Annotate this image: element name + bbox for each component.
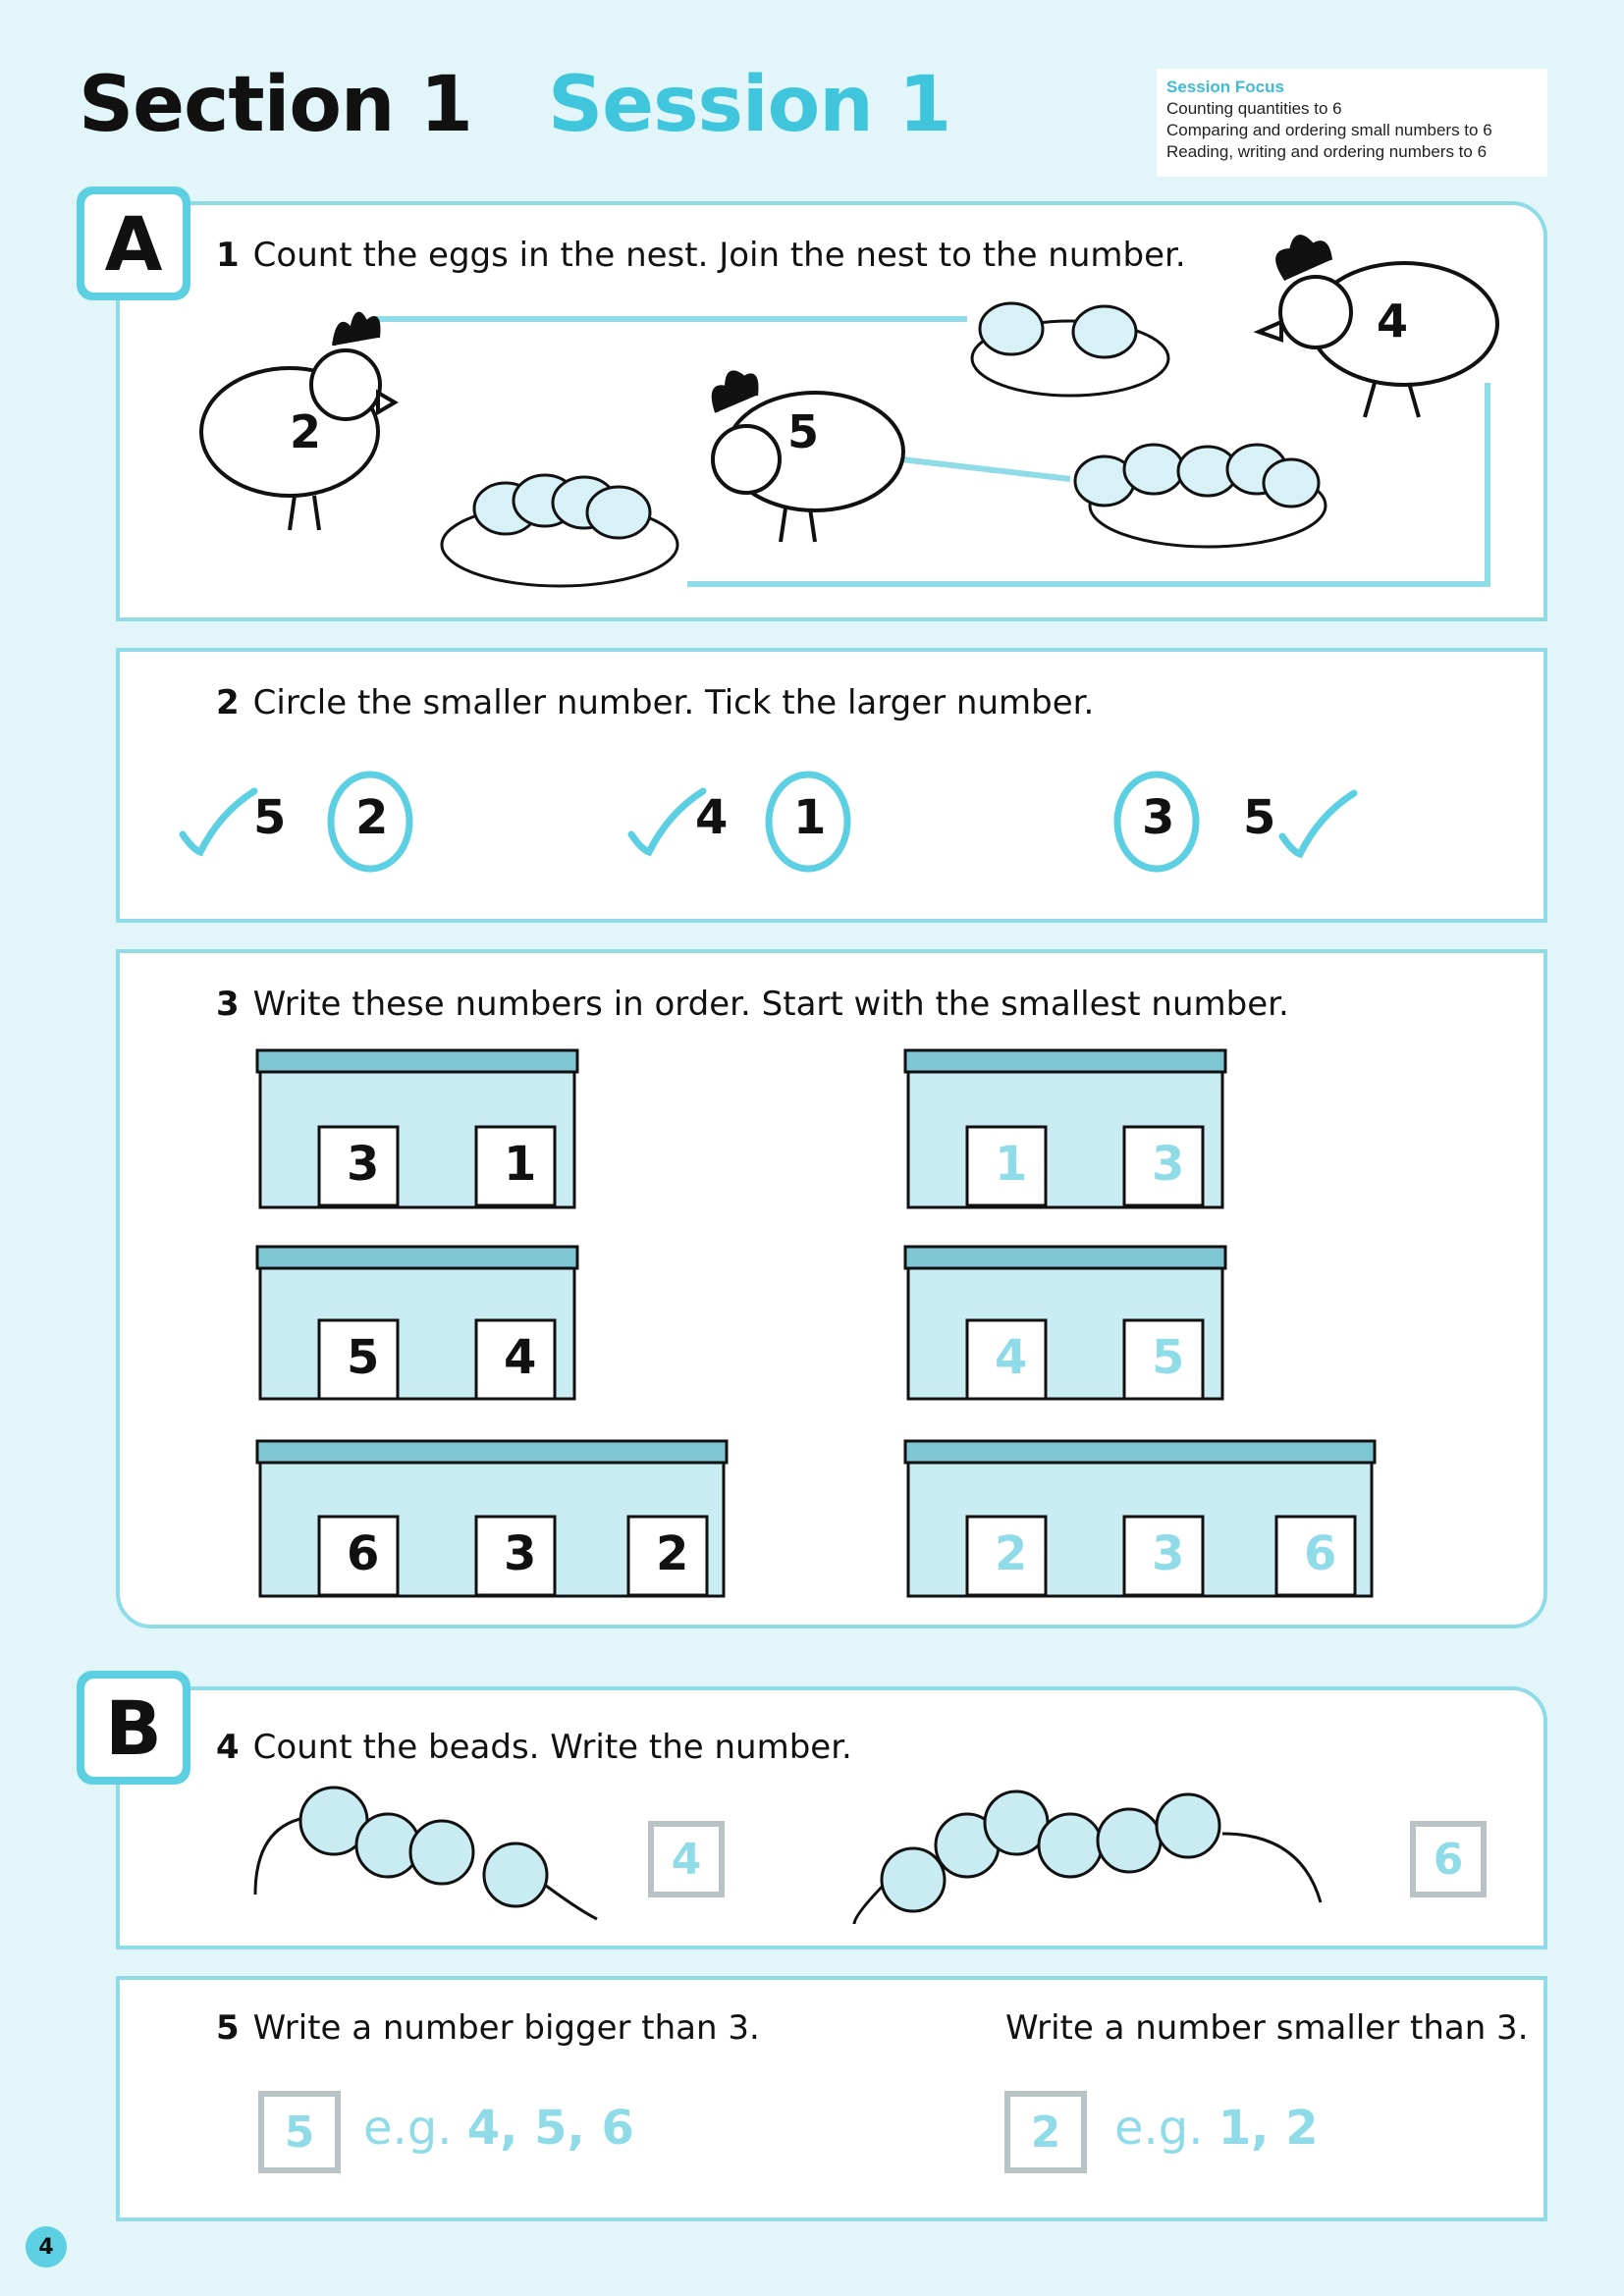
house-number: 3: [347, 1137, 380, 1192]
house-number: 5: [347, 1330, 380, 1385]
focus-item: Reading, writing and ordering numbers to 6: [1166, 142, 1488, 161]
number-1: 1: [793, 790, 827, 845]
hen-number: 2: [290, 405, 322, 458]
hen-number: 5: [787, 405, 820, 458]
part-b-badge: B: [77, 1671, 190, 1785]
house-number: 1: [504, 1137, 537, 1192]
house-number: 6: [347, 1526, 380, 1581]
number-5: 5: [1243, 790, 1276, 845]
number-4: 4: [695, 790, 729, 845]
smaller-example: e.g. 1, 2: [1114, 2101, 1319, 2156]
page-number: 4: [26, 2226, 67, 2268]
house-number: 2: [656, 1526, 689, 1581]
answer-number: 3: [1152, 1137, 1185, 1192]
smaller-answer-box[interactable]: 2: [1004, 2091, 1087, 2173]
bead-count-answer-box[interactable]: 4: [648, 1821, 725, 1897]
answer-number: 5: [1152, 1330, 1185, 1385]
house-number: 3: [504, 1526, 537, 1581]
question-5-text: 5 Write a number bigger than 3.: [216, 2008, 760, 2048]
answer-number: 6: [1304, 1526, 1337, 1581]
answer-number: 2: [995, 1526, 1028, 1581]
number-5: 5: [253, 790, 287, 845]
section-title: Section 1: [79, 61, 472, 149]
hen-number: 4: [1377, 294, 1409, 347]
question-3-text: 3 Write these numbers in order. Start with the smallest number.: [216, 985, 1289, 1024]
question-1-text: 1 Count the eggs in the nest. Join the nest to the number.: [216, 236, 1186, 275]
answer-number: 1: [995, 1137, 1028, 1192]
question-2-text: 2 Circle the smaller number. Tick the larger number.: [216, 683, 1095, 722]
focus-item: Comparing and ordering small numbers to 6: [1166, 121, 1492, 139]
answer-number: 3: [1152, 1526, 1185, 1581]
number-3: 3: [1142, 790, 1175, 845]
focus-item: Counting quantities to 6: [1166, 99, 1342, 118]
question-4-text: 4 Count the beads. Write the number.: [216, 1728, 852, 1767]
number-2: 2: [355, 790, 389, 845]
session-title: Session 1: [548, 61, 951, 149]
session-focus-heading: Session Focus: [1166, 78, 1284, 96]
bigger-answer-box[interactable]: 5: [258, 2091, 341, 2173]
question-5-text-right: Write a number smaller than 3.: [1005, 2008, 1529, 2048]
bigger-example: e.g. 4, 5, 6: [363, 2101, 634, 2156]
part-a-badge: A: [77, 187, 190, 300]
house-number: 4: [504, 1330, 537, 1385]
bead-count-answer-box[interactable]: 6: [1410, 1821, 1487, 1897]
answer-number: 4: [995, 1330, 1028, 1385]
